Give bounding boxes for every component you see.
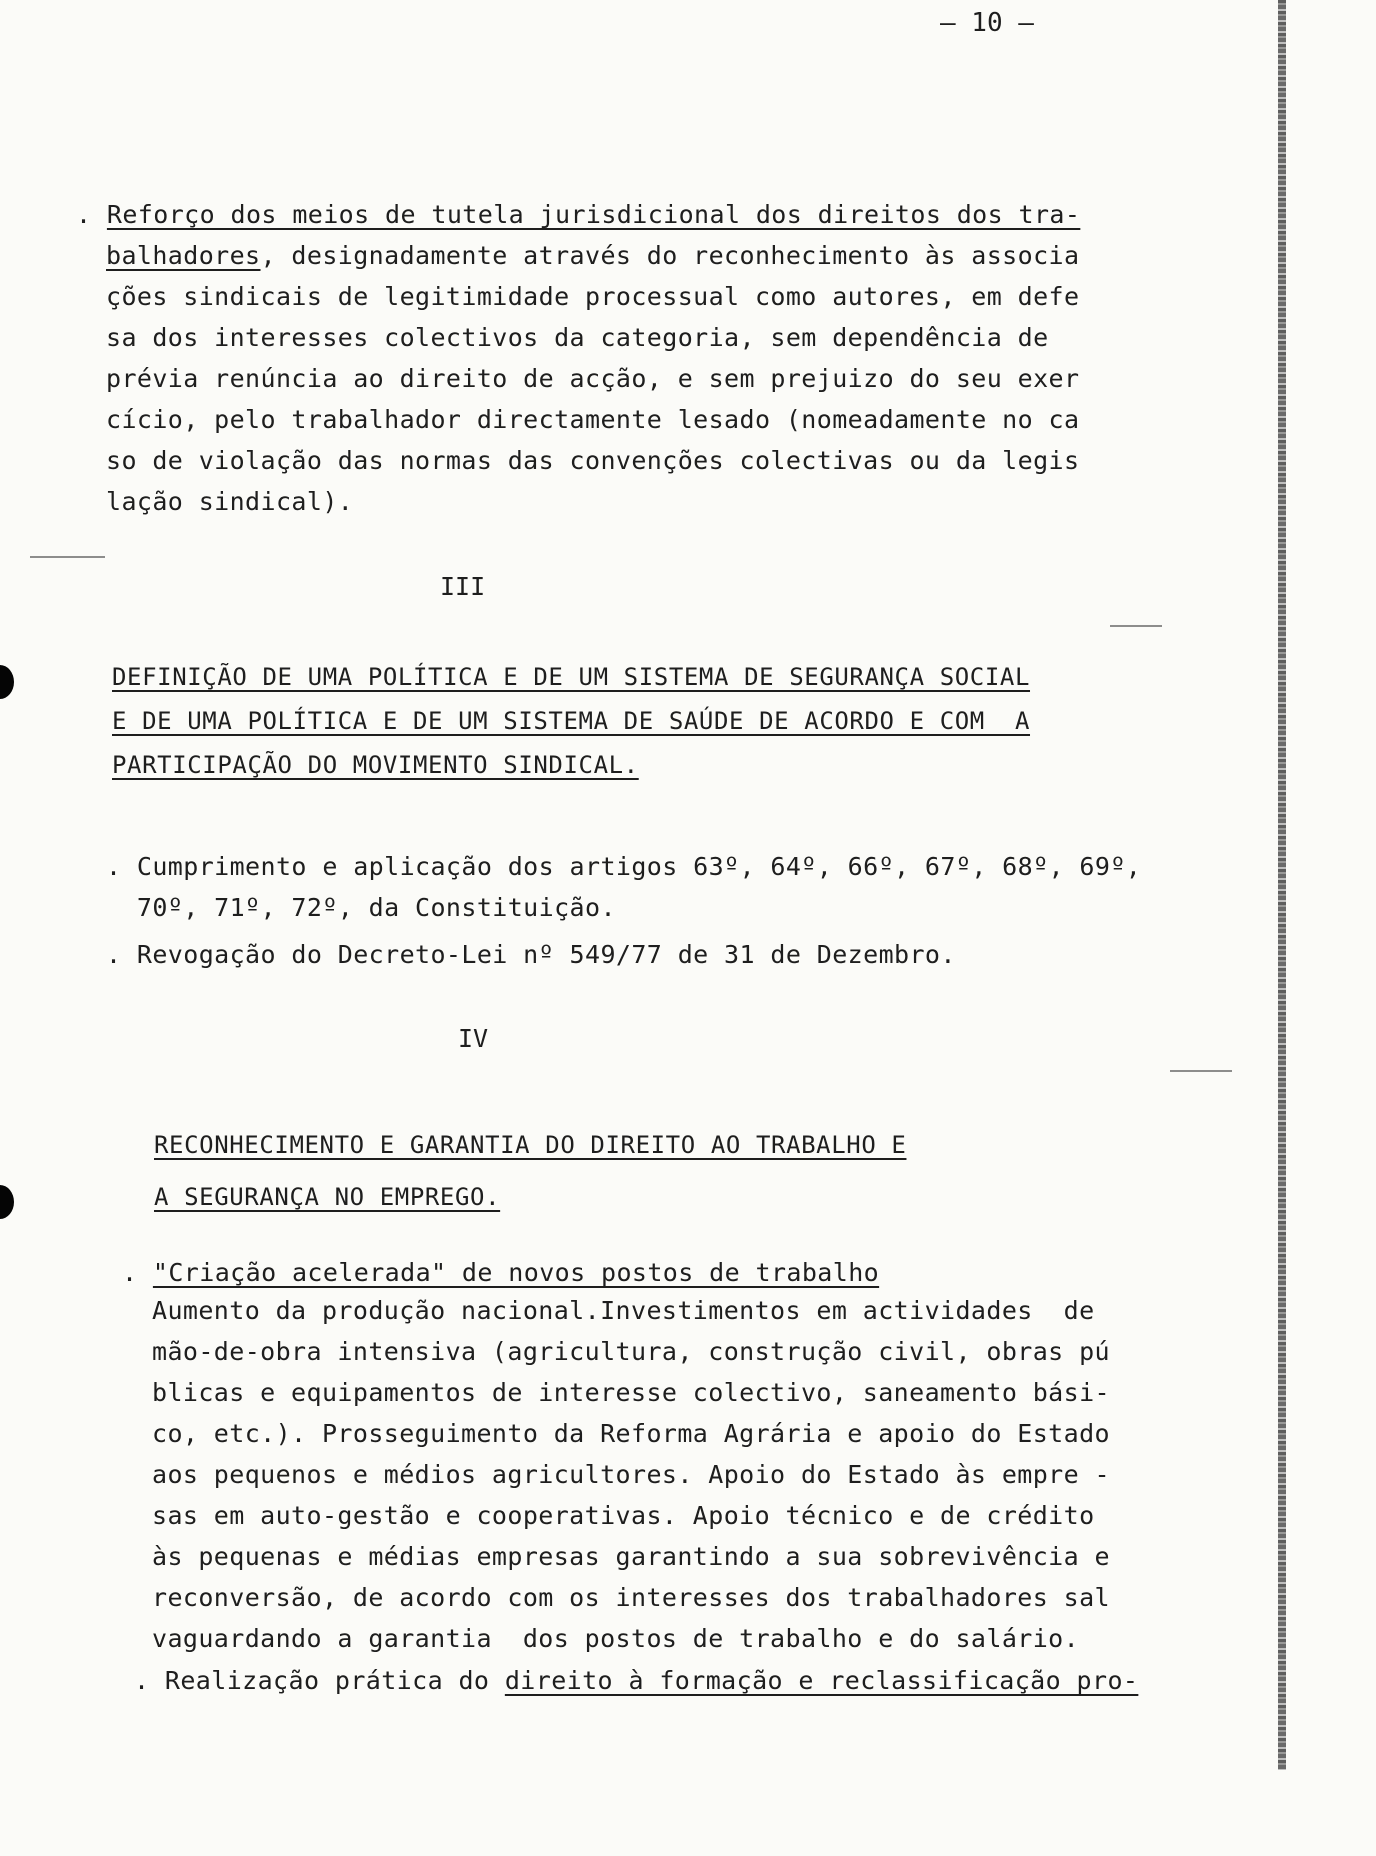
underlined-phrase: Reforço dos meios de tutela jurisdicional dos direitos dos tra- (106, 200, 1081, 229)
underlined-phrase: direito à formação e reclassificação pro- (504, 1666, 1139, 1695)
heading-line: A SEGURANÇA NO EMPREGO. (154, 1183, 501, 1211)
text-line: reconversão, de acordo com os interesses dos trabalhadores sal (152, 1583, 1110, 1612)
list-item: . Cumprimento e aplicação dos artigos 63º, 64º, 66º, 67º, 68º, 69º, (106, 852, 1142, 881)
list-item: 70º, 71º, 72º, da Constituição. (106, 893, 616, 922)
text-line: so de violação das normas das convenções colectivas ou da legis (106, 446, 1080, 475)
text-line: vaguardando a garantia dos postos de trabalho e do salário. (152, 1624, 1080, 1653)
scan-speck (30, 556, 105, 558)
text-line: cício, pelo trabalhador directamente lesado (nomeadamente no ca (106, 405, 1080, 434)
underlined-phrase: balhadores (106, 241, 261, 270)
text-line: prévia renúncia ao direito de acção, e sem prejuizo do seu exer (106, 364, 1080, 393)
text-line: sas em auto-gestão e cooperativas. Apoio técnico e de crédito (152, 1501, 1095, 1530)
punch-hole-bottom (0, 1185, 14, 1219)
scan-speck (1110, 625, 1162, 627)
heading-line: E DE UMA POLÍTICA E DE UM SISTEMA DE SAÚDE DE ACORDO E COM A (112, 707, 1031, 735)
text-line: aos pequenos e médios agricultores. Apoio do Estado às empre - (152, 1460, 1110, 1489)
list-item (134, 1664, 1138, 1698)
text-line: ções sindicais de legitimidade processual como autores, em defe (106, 282, 1080, 311)
section-numeral-iii: III (440, 572, 486, 601)
underlined-phrase: "Criação acelerada" de novos postos de trabalho (152, 1258, 880, 1287)
text-line: lação sindical). (106, 487, 354, 516)
heading-line: PARTICIPAÇÃO DO MOVIMENTO SINDICAL. (112, 751, 639, 779)
scan-speck (1170, 1070, 1232, 1072)
text-line: Aumento da produção nacional.Investimentos em actividades de (152, 1296, 1095, 1325)
heading-line: RECONHECIMENTO E GARANTIA DO DIREITO AO TRABALHO E (154, 1131, 907, 1159)
text-line: . Reforço dos meios de tutela jurisdicional dos direitos dos tra- (76, 200, 1081, 229)
text-line: balhadores, designadamente através do reconhecimento às associa (106, 241, 1080, 270)
list-item: . Revogação do Decreto-Lei nº 549/77 de 31 de Dezembro. (106, 940, 956, 969)
text-line: mão-de-obra intensiva (agricultura, construção civil, obras pú (152, 1337, 1110, 1366)
text-line: co, etc.). Prosseguimento da Reforma Agrária e apoio do Estado (152, 1419, 1110, 1448)
heading-line: DEFINIÇÃO DE UMA POLÍTICA E DE UM SISTEMA DE SEGURANÇA SOCIAL (112, 663, 1031, 691)
section-numeral-iv: IV (458, 1024, 489, 1053)
text-line: sa dos interesses colectivos da categoria, sem dependência de (106, 323, 1049, 352)
list-item-title: . "Criação acelerada" de novos postos de trabalho (122, 1258, 880, 1287)
page-number: — 10 — (940, 8, 1034, 38)
punch-hole-top (0, 665, 14, 699)
scan-binding-edge (1278, 0, 1286, 1770)
item-prefix: . Realização prática do (134, 1666, 505, 1695)
text-line: às pequenas e médias empresas garantindo a sua sobrevivência e (152, 1542, 1110, 1571)
text-line: blicas e equipamentos de interesse colectivo, saneamento bási- (152, 1378, 1110, 1407)
